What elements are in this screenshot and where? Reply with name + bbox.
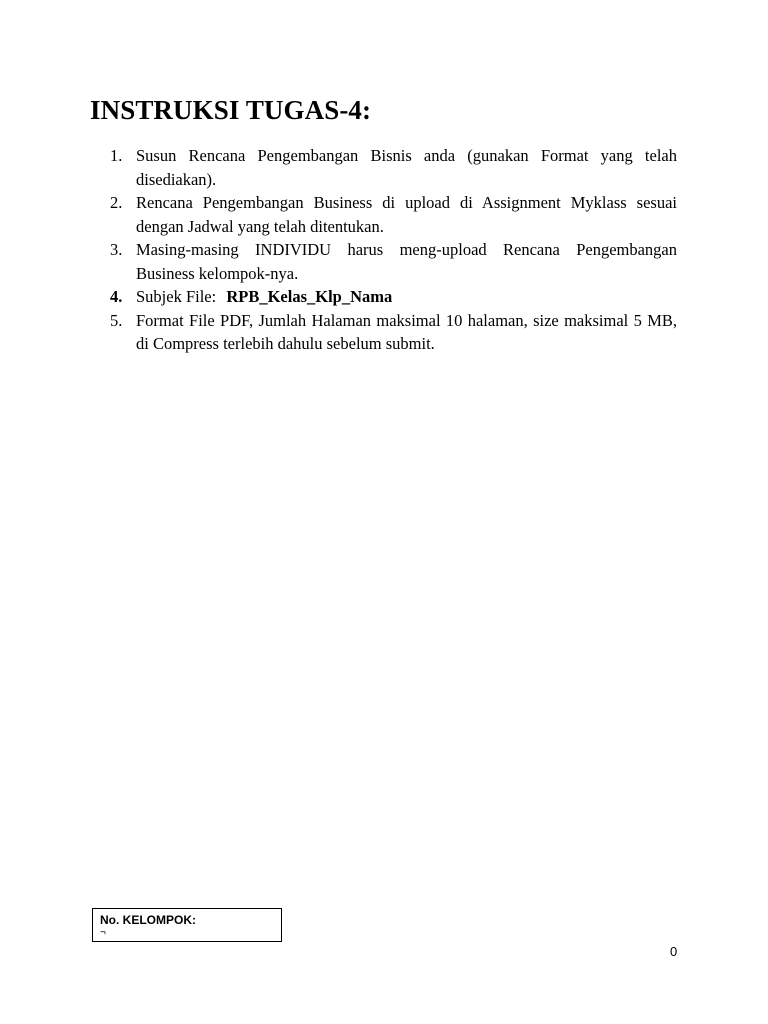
instruction-text: Format File PDF, Jumlah Halaman maksimal 10 halaman, size maksimal 5 MB, di Compress terlebih dahulu sebelum submit.	[136, 310, 677, 353]
group-number-value: ¬	[100, 927, 106, 938]
instruction-item-5	[104, 309, 677, 356]
instruction-number: 3.	[110, 240, 123, 259]
instruction-item-1	[104, 144, 677, 191]
instruction-text: Masing-masing INDIVIDU harus meng-upload Rencana Pengembangan Business kelompok-nya.	[136, 240, 677, 283]
file-subject-format: RPB_Kelas_Klp_Nama	[226, 287, 393, 306]
page-number: 0	[670, 944, 678, 959]
instruction-item-3	[104, 238, 677, 285]
instruction-list	[104, 144, 677, 356]
instruction-text: Susun Rencana Pengembangan Bisnis anda (gunakan Format yang telah disediakan).	[136, 146, 677, 189]
instruction-item-2	[104, 191, 677, 238]
group-number-label: No. KELOMPOK:	[100, 913, 196, 927]
instruction-text: Subjek File:	[136, 287, 217, 306]
instruction-number: 4.	[110, 287, 123, 306]
instruction-item-4	[104, 285, 677, 309]
group-number-box	[92, 908, 282, 942]
instruction-number: 5.	[110, 310, 123, 330]
instruction-number: 1.	[110, 146, 123, 165]
page-title: INSTRUKSI TUGAS-4:	[90, 95, 372, 125]
instruction-number: 2.	[110, 193, 123, 212]
instruction-text: Rencana Pengembangan Business di upload di Assignment Myklass sesuai dengan Jadwal yang telah ditentukan.	[136, 193, 677, 236]
